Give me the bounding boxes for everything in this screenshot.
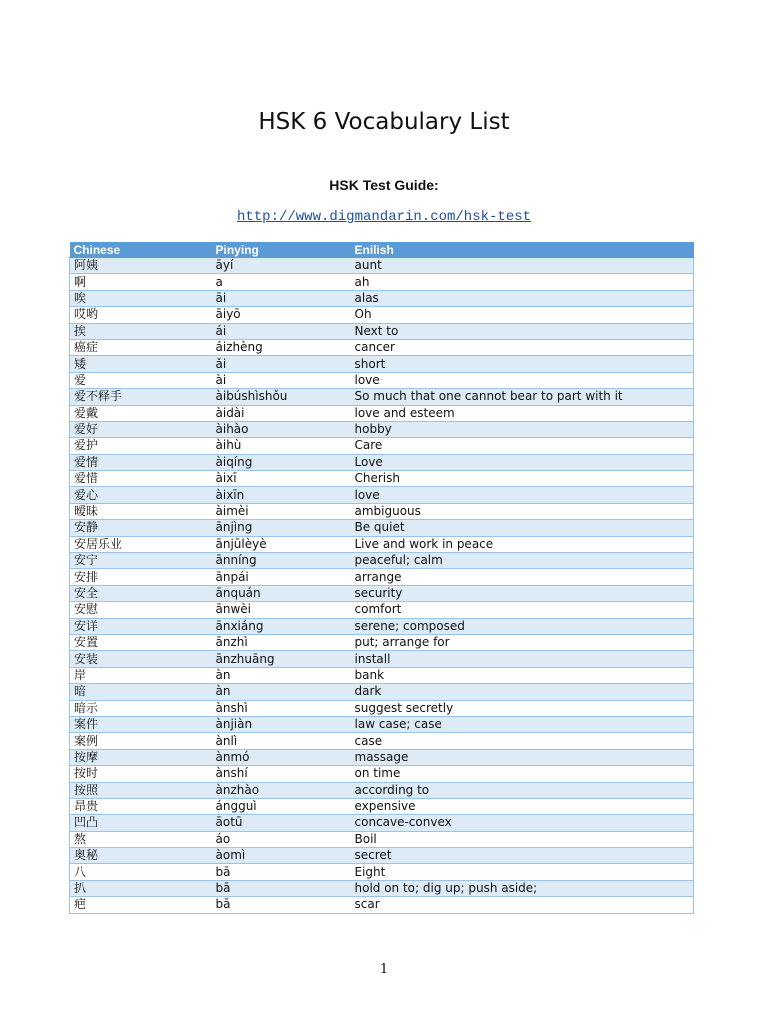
cell-chinese: 暗 — [70, 684, 212, 700]
cell-english: bank — [351, 667, 694, 683]
page-number: 1 — [379, 962, 389, 977]
cell-pinyin: ànzhào — [212, 782, 351, 798]
cell-english: hobby — [351, 421, 694, 437]
table-row — [70, 536, 694, 552]
cell-english: law case; case — [351, 716, 694, 732]
cell-english: put; arrange for — [351, 634, 694, 650]
table-row — [70, 356, 694, 372]
table-row — [70, 471, 694, 487]
cell-english: concave-convex — [351, 815, 694, 831]
cell-english: Boil — [351, 831, 694, 847]
cell-chinese: 扒 — [70, 880, 212, 896]
cell-chinese: 爱不释手 — [70, 389, 212, 405]
cell-chinese: 安置 — [70, 634, 212, 650]
cell-chinese: 爱戴 — [70, 405, 212, 421]
cell-chinese: 啊 — [70, 274, 212, 290]
vocabulary-table — [69, 242, 694, 914]
table-row — [70, 618, 694, 634]
table-row — [70, 864, 694, 880]
cell-pinyin: àomì — [212, 848, 351, 864]
cell-chinese: 爱心 — [70, 487, 212, 503]
table-row — [70, 798, 694, 814]
cell-pinyin: àihào — [212, 421, 351, 437]
cell-chinese: 案件 — [70, 716, 212, 732]
cell-english: massage — [351, 749, 694, 765]
cell-english: love — [351, 372, 694, 388]
cell-chinese: 按摩 — [70, 749, 212, 765]
cell-english: aunt — [351, 258, 694, 274]
header-pinyin: Pinying — [212, 242, 351, 258]
table-row — [70, 389, 694, 405]
header-english: Enilish — [351, 242, 694, 258]
cell-english: serene; composed — [351, 618, 694, 634]
cell-chinese: 矮 — [70, 356, 212, 372]
cell-english: on time — [351, 766, 694, 782]
table-row — [70, 258, 694, 274]
cell-chinese: 哎哟 — [70, 307, 212, 323]
cell-english: security — [351, 585, 694, 601]
cell-pinyin: ài — [212, 372, 351, 388]
table-row — [70, 585, 694, 601]
cell-chinese: 案例 — [70, 733, 212, 749]
cell-pinyin: ānwèi — [212, 602, 351, 618]
cell-pinyin: ái — [212, 323, 351, 339]
cell-chinese: 昂贵 — [70, 798, 212, 814]
cell-english: alas — [351, 290, 694, 306]
cell-chinese: 安排 — [70, 569, 212, 585]
cell-english: ah — [351, 274, 694, 290]
table-row — [70, 766, 694, 782]
table-row — [70, 569, 694, 585]
cell-pinyin: āyí — [212, 258, 351, 274]
cell-pinyin: àidài — [212, 405, 351, 421]
cell-chinese: 安全 — [70, 585, 212, 601]
cell-english: short — [351, 356, 694, 372]
cell-chinese: 凹凸 — [70, 815, 212, 831]
cell-chinese: 熬 — [70, 831, 212, 847]
hsk-test-link[interactable]: http://www.digmandarin.com/hsk-test — [236, 209, 532, 225]
cell-pinyin: ǎi — [212, 356, 351, 372]
cell-pinyin: ángguì — [212, 798, 351, 814]
cell-pinyin: ānníng — [212, 553, 351, 569]
cell-pinyin: àn — [212, 667, 351, 683]
link-line — [0, 209, 768, 225]
table-row — [70, 602, 694, 618]
cell-english: expensive — [351, 798, 694, 814]
cell-pinyin: ànmó — [212, 749, 351, 765]
table-row — [70, 339, 694, 355]
table-row — [70, 684, 694, 700]
cell-pinyin: àihù — [212, 438, 351, 454]
cell-english: Care — [351, 438, 694, 454]
table-row — [70, 749, 694, 765]
document-title: HSK 6 Vocabulary List — [258, 109, 510, 135]
cell-english: case — [351, 733, 694, 749]
table-row — [70, 651, 694, 667]
cell-english: Next to — [351, 323, 694, 339]
vocabulary-rows — [70, 258, 694, 914]
cell-chinese: 奥秘 — [70, 848, 212, 864]
cell-chinese: 安静 — [70, 520, 212, 536]
table-row — [70, 815, 694, 831]
cell-chinese: 暗示 — [70, 700, 212, 716]
table-row — [70, 667, 694, 683]
cell-chinese: 癌症 — [70, 339, 212, 355]
cell-english: Oh — [351, 307, 694, 323]
table-header-row — [70, 242, 694, 258]
table-row — [70, 487, 694, 503]
table-row — [70, 372, 694, 388]
cell-pinyin: ānquán — [212, 585, 351, 601]
cell-chinese: 安详 — [70, 618, 212, 634]
cell-pinyin: àn — [212, 684, 351, 700]
cell-chinese: 安宁 — [70, 553, 212, 569]
cell-english: love — [351, 487, 694, 503]
cell-chinese: 挨 — [70, 323, 212, 339]
cell-english: install — [351, 651, 694, 667]
table-row — [70, 503, 694, 519]
cell-chinese: 爱 — [70, 372, 212, 388]
cell-english: Be quiet — [351, 520, 694, 536]
cell-pinyin: àiqíng — [212, 454, 351, 470]
cell-english: scar — [351, 897, 694, 913]
cell-pinyin: ānpái — [212, 569, 351, 585]
cell-pinyin: ànshì — [212, 700, 351, 716]
cell-pinyin: āiyō — [212, 307, 351, 323]
cell-pinyin: āotū — [212, 815, 351, 831]
cell-chinese: 按时 — [70, 766, 212, 782]
table-row — [70, 274, 694, 290]
table-row — [70, 438, 694, 454]
cell-english: love and esteem — [351, 405, 694, 421]
cell-english: secret — [351, 848, 694, 864]
cell-pinyin: a — [212, 274, 351, 290]
cell-pinyin: ànlì — [212, 733, 351, 749]
table-row — [70, 831, 694, 847]
table-row — [70, 880, 694, 896]
cell-chinese: 八 — [70, 864, 212, 880]
cell-chinese: 安居乐业 — [70, 536, 212, 552]
cell-chinese: 爱护 — [70, 438, 212, 454]
cell-english: hold on to; dig up; push aside; — [351, 880, 694, 896]
cell-english: Live and work in peace — [351, 536, 694, 552]
table-row — [70, 307, 694, 323]
table-row — [70, 421, 694, 437]
cell-pinyin: bā — [212, 864, 351, 880]
cell-chinese: 暧昧 — [70, 503, 212, 519]
cell-pinyin: bā — [212, 897, 351, 913]
cell-chinese: 按照 — [70, 782, 212, 798]
table-row — [70, 733, 694, 749]
cell-english: Love — [351, 454, 694, 470]
cell-english: So much that one cannot bear to part with it — [351, 389, 694, 405]
table-row — [70, 700, 694, 716]
cell-chinese: 阿姨 — [70, 258, 212, 274]
table-row — [70, 323, 694, 339]
cell-english: arrange — [351, 569, 694, 585]
cell-pinyin: àimèi — [212, 503, 351, 519]
cell-english: suggest secretly — [351, 700, 694, 716]
cell-english: comfort — [351, 602, 694, 618]
cell-pinyin: ānzhì — [212, 634, 351, 650]
cell-english: peaceful; calm — [351, 553, 694, 569]
cell-pinyin: àixī — [212, 471, 351, 487]
document-subtitle: HSK Test Guide: — [329, 177, 439, 193]
table-row — [70, 454, 694, 470]
table-row — [70, 897, 694, 913]
cell-pinyin: áo — [212, 831, 351, 847]
cell-pinyin: àibúshìshǒu — [212, 389, 351, 405]
cell-chinese: 爱惜 — [70, 471, 212, 487]
cell-chinese: 安装 — [70, 651, 212, 667]
table-row — [70, 290, 694, 306]
cell-pinyin: áizhèng — [212, 339, 351, 355]
cell-chinese: 岸 — [70, 667, 212, 683]
cell-pinyin: āi — [212, 290, 351, 306]
table-row — [70, 405, 694, 421]
cell-pinyin: ānjìng — [212, 520, 351, 536]
cell-pinyin: ānjūlèyè — [212, 536, 351, 552]
cell-chinese: 疤 — [70, 897, 212, 913]
cell-pinyin: ànjiàn — [212, 716, 351, 732]
cell-english: according to — [351, 782, 694, 798]
cell-pinyin: àixīn — [212, 487, 351, 503]
header-chinese: Chinese — [70, 242, 212, 258]
cell-pinyin: ānxiáng — [212, 618, 351, 634]
cell-english: Eight — [351, 864, 694, 880]
table-row — [70, 634, 694, 650]
cell-pinyin: ànshí — [212, 766, 351, 782]
cell-pinyin: bā — [212, 880, 351, 896]
cell-english: ambiguous — [351, 503, 694, 519]
cell-chinese: 唉 — [70, 290, 212, 306]
cell-english: cancer — [351, 339, 694, 355]
cell-pinyin: ānzhuāng — [212, 651, 351, 667]
table-row — [70, 848, 694, 864]
cell-chinese: 爱好 — [70, 421, 212, 437]
cell-chinese: 安慰 — [70, 602, 212, 618]
cell-english: Cherish — [351, 471, 694, 487]
table-row — [70, 553, 694, 569]
table-row — [70, 716, 694, 732]
cell-english: dark — [351, 684, 694, 700]
cell-chinese: 爱情 — [70, 454, 212, 470]
table-row — [70, 520, 694, 536]
table-row — [70, 782, 694, 798]
